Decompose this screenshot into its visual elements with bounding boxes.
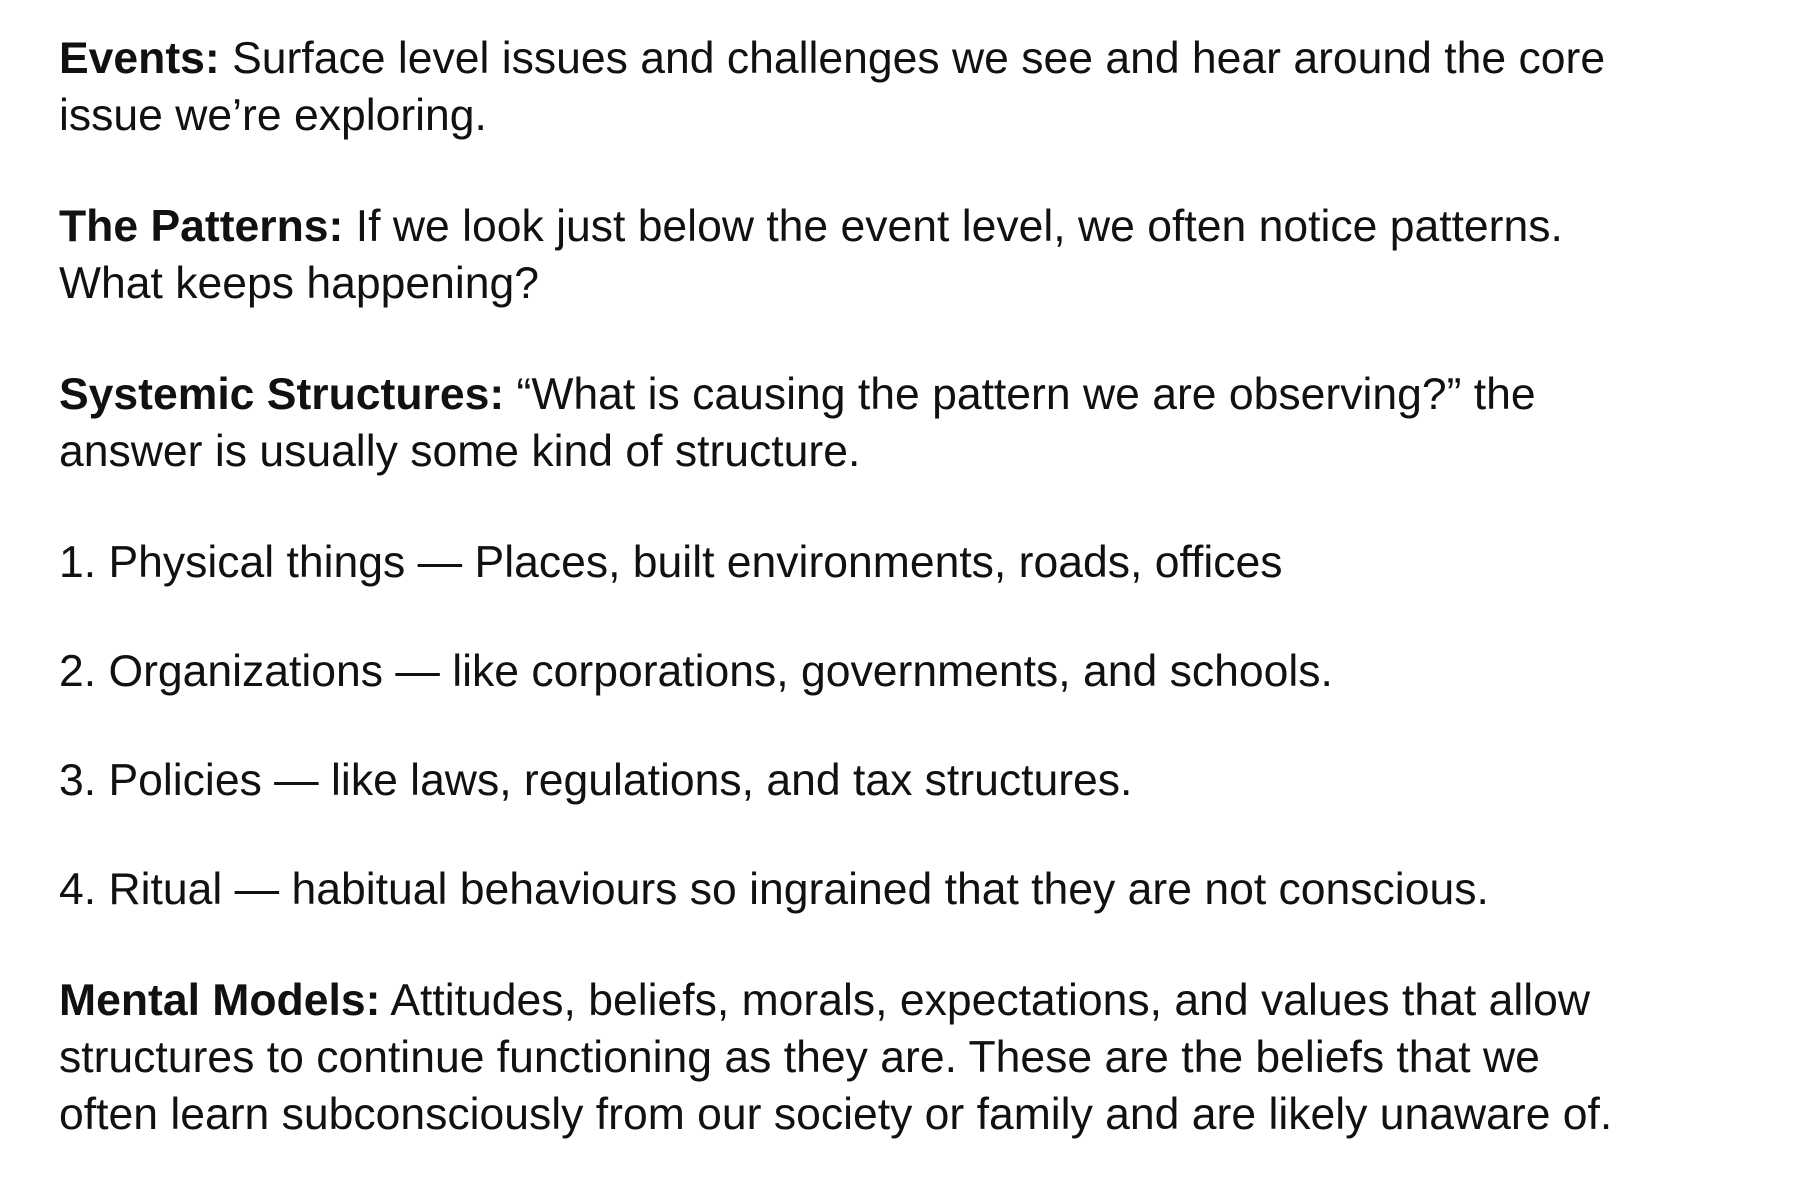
mental-models-line-1 <box>59 972 1759 1029</box>
mental-models-heading: Mental Models: <box>59 976 381 1025</box>
structures-heading: Systemic Structures: <box>59 370 505 419</box>
events-text-2: issue we’re exploring. <box>59 91 487 140</box>
mental-models-text-1: Attitudes, beliefs, morals, expectations, and values that allow <box>380 976 1591 1025</box>
events-paragraph <box>59 30 1759 144</box>
patterns-paragraph <box>59 198 1759 312</box>
list-item-ritual: 4. Ritual — habitual behaviours so ingrained that they are not conscious. <box>59 865 1489 914</box>
structures-text-2: answer is usually some kind of structure. <box>59 427 861 476</box>
list-item-policies: 3. Policies — like laws, regulations, and tax structures. <box>59 756 1133 805</box>
mental-models-text-3: often learn subconsciously from our society or family and are likely unaware of. <box>59 1090 1613 1139</box>
document-page <box>59 30 1759 1197</box>
list-item-physical-things: 1. Physical things — Places, built environments, roads, offices <box>59 538 1283 587</box>
patterns-text-2: What keeps happening? <box>59 259 539 308</box>
events-heading: Events: <box>59 34 220 83</box>
mental-models-paragraph <box>59 972 1759 1143</box>
patterns-heading: The Patterns: <box>59 202 344 251</box>
list-item-organizations: 2. Organizations — like corporations, governments, and schools. <box>59 647 1333 696</box>
mental-models-text-2: structures to continue functioning as they are. These are the beliefs that we <box>59 1033 1540 1082</box>
events-text-1: Surface level issues and challenges we see and hear around the core <box>219 34 1606 83</box>
patterns-line-1 <box>59 198 1759 255</box>
events-line-1 <box>59 30 1759 87</box>
structures-line-1 <box>59 366 1759 423</box>
structures-paragraph <box>59 366 1759 480</box>
structures-text-1: “What is causing the pattern we are observing?” the <box>504 370 1536 419</box>
patterns-text-1: If we look just below the event level, we often notice patterns. <box>343 202 1563 251</box>
